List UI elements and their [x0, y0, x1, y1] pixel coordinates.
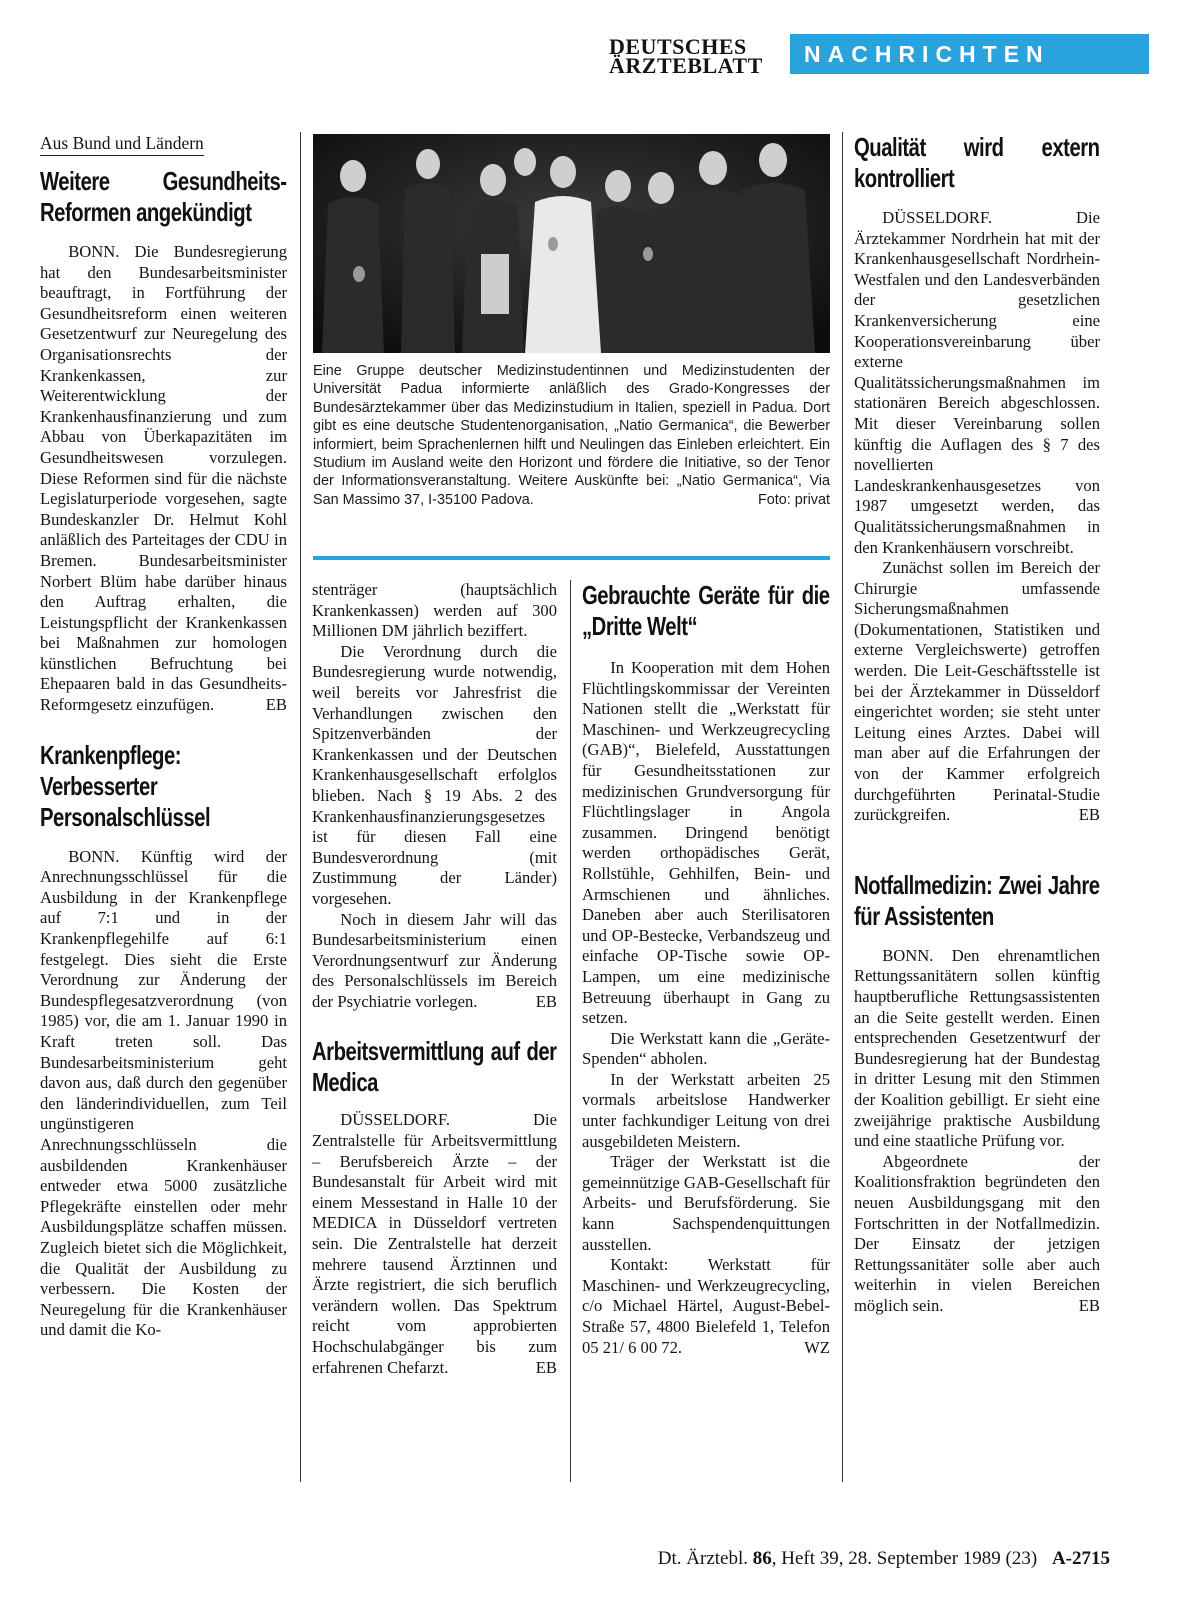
photo-credit: Foto: privat — [758, 491, 830, 508]
author-signature: EB — [535, 1357, 557, 1377]
article-body: BONN. Den ehrenamtlichen Rettungssanitätern sollen künftig hauptberufliche Rettungsassistenten an die Seite gestellt werden. Einen entsprechenden Gesetzentwurf der Bundesregierung hat der Bundestag in dritter Lesung mit den Stimmen der Koalition gebilligt. Er sieht eine zweijährige praktische Ausbildung und eine staatliche Prüfung vor. — [854, 945, 1100, 1151]
article-body: BONN. Künftig wird der Anrechnungsschlüssel für die Ausbildung in der Krankenpflege auf 7:1 und in der Krankenpflegehilfe auf 6:1 festgelegt. Dies sieht die Erste Verordnung zur Änderung der Bundespflegesatzverordnung (von 1985) vor, die am 1. Januar 1990 in Kraft treten soll. Das Bundesarbeitsministerium geht davon aus, daß durch den gegenüber den länderindividuellen, zum Teil ungünstigeren Anrechnungsschlüsseln die ausbildenden Krankenhäuser entweder etwa 5000 zusätzliche Pflegekräfte einstellen oder mehr Ausbildungsplätze schaffen müssen. Zugleich bietet sich die Möglichkeit, die Qualität der Ausbildung zu verbessern. Die Kosten der Neuregelung für die Krankenhäuser und damit die Ko- — [40, 846, 287, 1340]
column-divider — [570, 580, 571, 1482]
article-body: Die Werkstatt kann die „Geräte-Spenden“ abholen. — [582, 1028, 830, 1069]
section-banner — [790, 34, 1149, 74]
author-signature: EB — [535, 991, 557, 1011]
group-photo — [313, 134, 830, 353]
column-3 — [582, 580, 830, 1358]
article-body: DÜSSELDORF. Die Ärztekammer Nordrhein hat mit der Krankenhausgesellschaft Nordrhein-Westfalen und den Landesverbänden der gesetzlichen Krankenversicherung eine Kooperationsvereinbarung über externe Qualitätssicherungsmaßnahmen im stationären Bereich abgeschlossen. Mit dieser Vereinbarung sollen künftig die Auflagen des § 7 des novellierten Landeskrankenhausgesetzes von 1987 umgesetzt werden, das Qualitätssicherungsmaßnahmen in den Krankenhäusern vorschreibt. — [854, 208, 1100, 557]
section-label: NACHRICHTEN — [804, 40, 1050, 67]
article-body: In Kooperation mit dem Hohen Flüchtlingskommissar der Vereinten Nationen stellt die „Werkstatt für Maschinen- und Werkzeugrecycling (GAB)“, Bielefeld, Ausstattungen für Gesundheitsstationen zur medizinischen Grundversorgung für Flüchtlingslager in Angola zusammen. Dringend benötigt werden orthopädisches Gerät, Rollstühle, Gehhilfen, Bein- und Armschienen und ähnliches. Daneben aber auch Sterilisatoren und OP-Bestecke, Verbandszeug und einfache OP-Tische sowie OP-Lampen, um eine medizinische Betreuung überhaupt in Gang zu setzen. — [582, 658, 830, 1028]
caption-rule — [313, 556, 830, 560]
column-4 — [854, 132, 1100, 1317]
article-body: Kontakt: Werkstatt für Maschinen- und Werkzeugrecycling, c/o Michael Härtel, August-Bebel-Straße 57, 4800 Bielefeld 1, Telefon 05 21/ 6 00 72. — [582, 1255, 830, 1357]
page-number: A-2715 — [1051, 1548, 1110, 1569]
article-body: In der Werkstatt arbeiten 25 vormals arbeitslose Handwerker unter fachkundiger Leitung von drei ausgebildeten Meistern. — [582, 1069, 830, 1151]
author-signature: EB — [1078, 805, 1100, 825]
headline-arbeitsvermittlung: Arbeitsvermittlung auf der Medica — [312, 1036, 557, 1098]
article-body: DÜSSELDORF. Die Zentralstelle für Arbeitsvermittlung – Berufsbereich Ärzte – der Bundesanstalt für Arbeit wird mit einem Messestand in Halle 10 der MEDICA in Düsseldorf vertreten sein. Die Zentralstelle hat derzeit mehrere tausend Ärztinnen und Ärzte registriert, die sich beruflich verändern wollen. Das Spektrum reicht vom approbierten Hochschulabgänger bis zum erfahrenen Chefarzt. — [312, 1110, 557, 1377]
column-1 — [40, 132, 287, 1341]
author-signature: WZ — [804, 1337, 830, 1357]
article-body: Die Verordnung durch die Bundesregierung wurde notwendig, weil bereits vor Jahresfrist die Verhandlungen zwischen den Spitzenverbänden der Krankenkassen und der Deutschen Krankenhausgesellschaft erfolglos blieben. Nach § 19 Abs. 2 des Krankenhausfinanzierungsgesetzes ist für diesen Fall eine Bundesverordnung (mit Zustimmung der Länder) vorgesehen. — [312, 641, 557, 908]
brand-line-1: DEUTSCHES — [609, 34, 747, 59]
headline-qualitaet: Qualität wird extern kontrolliert — [854, 132, 1100, 193]
photo-caption — [313, 362, 830, 509]
article-body: Träger der Werkstatt ist die gemeinnützige GAB-Gesellschaft für Arbeits- und Berufsförderung. Sie kann Sachspendenquittungen ausstellen. — [582, 1152, 830, 1254]
article-body: Noch in diesem Jahr will das Bundesarbeitsministerium einen Verordnungsentwurf zur Änderung des Personalschlüssels im Bereich der Psychiatrie vorlegen. — [312, 909, 557, 1011]
article-body: stenträger (hauptsächlich Krankenkassen) werden auf 300 Millionen DM jährlich beziffert. — [312, 580, 557, 641]
volume-number: 86 — [752, 1548, 772, 1569]
author-signature: EB — [1078, 1295, 1100, 1315]
column-divider — [842, 132, 843, 1482]
photo-image — [313, 134, 830, 353]
page-footer — [590, 1548, 1110, 1570]
article-body: Abgeordnete der Koalitionsfraktion begründeten den neuen Ausbildungsgang mit den Fortschritten in der Notfallmedizin. Der Einsatz der jetzigen Rettungssanitäter solle aber auch weiterhin in vielen Bereichen möglich sein. — [854, 1151, 1100, 1315]
headline-gebrauchte-geraete: Gebrauchte Geräte für die „Dritte Welt“ — [582, 580, 830, 641]
headline-notfallmedizin: Notfallmedizin: Zwei Jahre für Assistenten — [854, 869, 1100, 931]
kicker: Aus Bund und Ländern — [40, 132, 204, 156]
column-divider — [300, 132, 301, 1482]
author-signature: EB — [265, 695, 287, 715]
article-body: Zunächst sollen im Bereich der Chirurgie umfassende Sicherungsmaßnahmen (Dokumentationen, Statistiken und externe Vergleichswerte) getroffen werden. Die Leit-Geschäftsstelle ist bei der Ärztekammer in Düsseldorf eingerichtet worden; sie steht unter Leitung eines Arztes. Dabei will man aber auf die Erfahrungen der von der Kammer erfolgreich durchgeführten Perinatal-Studie zurückgreifen. — [854, 558, 1100, 825]
caption-text: Eine Gruppe deutscher Medizinstudentinnen und Medizinstudenten der Universität Padua informierte anläßlich des Grado-Kongresses der Bundesärztekammer über das Medizinstudium in Italien, speziell in Padua. Dort gibt es eine deutsche Studentenorganisation, „Natio Germanica“, die Bewerber informiert, beim Sprachenlernen hilft und Neulingen das Einleben erleichtert. Ein Studium im Ausland weite den Horizont und fördere die Initiative, so der Tenor der Informationsveranstaltung. Weitere Auskünfte bei: „Natio Germanica“, Via San Massimo 37, I-35100 Padova. — [313, 363, 830, 508]
headline-gesundheits-reformen: Weitere Gesundheits-Reformen angekündigt — [40, 166, 287, 227]
journal-name: Dt. Ärztebl. — [657, 1548, 749, 1569]
brand-line-2: ÄRZTEBLATT — [609, 53, 763, 78]
brand-logo — [609, 34, 769, 78]
column-2 — [312, 580, 557, 1378]
headline-krankenpflege: Krankenpflege: Verbesserter Personalschlüssel — [40, 739, 211, 832]
article-body: BONN. Die Bundesregierung hat den Bundesarbeitsminister beauftragt, in Fortführung der Gesundheitsreform einen weiteren Gesetzentwurf zur Neuregelung des Organisationsrechts der Krankenkassen, zur Weiterentwicklung der Krankenhausfinanzierung und zum Abbau von Überkapazitäten im Gesundheitswesen vorzulegen. Diese Reformen sind für die nächste Legislaturperiode vorgesehen, sagte Bundeskanzler Dr. Helmut Kohl anläßlich des Parteitages der CDU in Bremen. Bundesarbeitsminister Norbert Blüm habe darüber hinaus den Auftrag erhalten, die Leistungspflicht der Krankenkassen bei Maßnahmen zur homologen künstlichen Befruchtung bei Ehepaaren bald in das Gesundheits-Reformgesetz einzufügen. — [40, 242, 287, 715]
issue-date: , Heft 39, 28. September 1989 (23) — [771, 1548, 1038, 1569]
